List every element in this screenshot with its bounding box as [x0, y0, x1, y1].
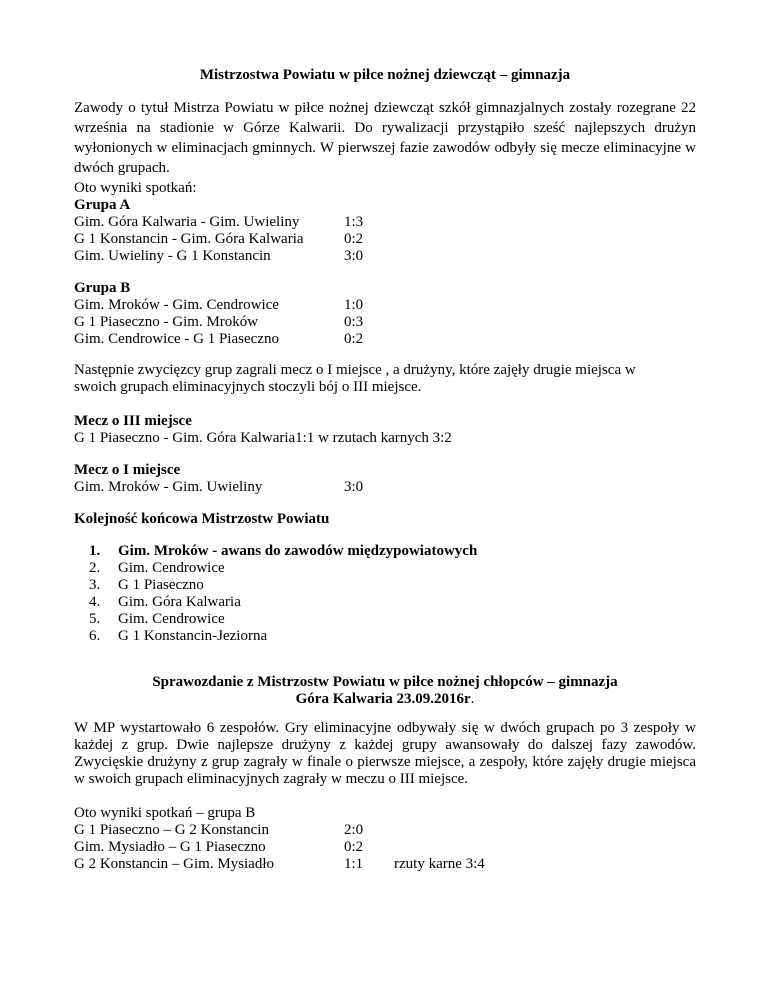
- rank-number: 4.: [89, 594, 101, 610]
- boys-title-line1: Sprawozdanie z Mistrzostw Powiatu w piłce nożnej chłopców – gimnazja: [152, 674, 618, 690]
- match-row: [74, 839, 696, 856]
- rank-text: Gim. Cendrowice: [118, 611, 225, 627]
- match-teams: Gim. Mroków - Gim. Cendrowice: [74, 297, 279, 313]
- match-score: 0:2: [344, 839, 364, 855]
- rank-number: 6.: [89, 628, 101, 644]
- match-row: [74, 331, 696, 348]
- match-score: 0:2: [344, 231, 364, 247]
- rank-number: 3.: [89, 577, 101, 593]
- boys-intro: W MP wystartowało 6 zespołów. Gry eliminacyjne odbywały się w dwóch grupach po 3 zespoły w każdej z grup. Dwie najlepsze drużyny z każdej grupy awansowały do dalszej fazy zawodów. Zwycięskie drużyny z grup zagrały w finale o pierwsze miejsce, a zespoły, które zajęły drugie miejsca w swoich grupach eliminacyjnych zagrały w meczu o III miejsce.: [74, 720, 696, 787]
- match-note: rzuty karne 3:4: [394, 856, 485, 872]
- first-place-row: [74, 479, 696, 496]
- rank-text: Gim. Góra Kalwaria: [118, 594, 241, 610]
- match-teams: G 1 Konstancin - Gim. Góra Kalwaria: [74, 231, 304, 247]
- match-score: 1:0: [344, 297, 364, 313]
- boys-title-text: Góra Kalwaria 23.09.2016r: [295, 691, 471, 707]
- boys-title-line2: [74, 691, 696, 708]
- group-b-label: Grupa B: [74, 280, 131, 296]
- list-item: [74, 628, 696, 645]
- list-item: [74, 543, 696, 560]
- rank-number: 5.: [89, 611, 101, 627]
- list-item: [74, 560, 696, 577]
- third-place-match: G 1 Piaseczno - Gim. Góra Kalwaria1:1 w rzutach karnych 3:2: [74, 430, 452, 446]
- match-score: 0:2: [344, 331, 364, 347]
- girls-title: Mistrzostwa Powiatu w piłce nożnej dziewcząt – gimnazja: [199, 67, 571, 83]
- rank-text: Gim. Mroków - awans do zawodów międzypowiatowych: [118, 543, 478, 559]
- list-item: [74, 611, 696, 628]
- rank-text: G 1 Konstancin-Jeziorna: [118, 628, 268, 644]
- match-score: 3:0: [344, 479, 364, 495]
- match-row: [74, 231, 696, 248]
- girls-intro: Zawody o tytuł Mistrza Powiatu w piłce nożnej dziewcząt szkół gimnazjalnych zostały rozegrane 22 września na stadionie w Górze Kalwarii. Do rywalizacji przystąpiło sześć najlepszych drużyn wyłonionych w eliminacjach gminnych. W pierwszej fazie zawodów odbyły się mecze eliminacyjne w dwóch grupach.: [74, 100, 696, 176]
- match-row: [74, 214, 696, 231]
- final-order-label: Kolejność końcowa Mistrzostw Powiatu: [74, 511, 330, 527]
- match-row: [74, 248, 696, 265]
- match-teams: Gim. Mysiadło – G 1 Piaseczno: [74, 839, 266, 855]
- list-item: [74, 577, 696, 594]
- match-score: 2:0: [344, 822, 364, 838]
- match-row: [74, 314, 696, 331]
- match-teams: G 1 Piaseczno - Gim. Mroków: [74, 314, 259, 330]
- match-teams: Gim. Góra Kalwaria - Gim. Uwieliny: [74, 214, 300, 230]
- match-row: [74, 822, 696, 839]
- match-teams: G 2 Konstancin – Gim. Mysiadło: [74, 856, 274, 872]
- match-teams: G 1 Piaseczno – G 2 Konstancin: [74, 822, 269, 838]
- rank-number: 1.: [89, 543, 101, 559]
- group-a-label: Grupa A: [74, 197, 131, 213]
- match-teams: Gim. Cendrowice - G 1 Piaseczno: [74, 331, 279, 347]
- match-score: 3:0: [344, 248, 364, 264]
- girls-next-text: Następnie zwycięzcy grup zagrali mecz o I miejsce , a drużyny, które zajęły drugie miejsca w swoich grupach eliminacyjnych stoczyli bój o III miejsce.: [74, 362, 636, 395]
- match-teams: Gim. Uwieliny - G 1 Konstancin: [74, 248, 271, 264]
- match-teams: Gim. Mroków - Gim. Uwieliny: [74, 479, 263, 495]
- boys-results-intro: Oto wyniki spotkań – grupa B: [74, 805, 256, 821]
- rank-text: G 1 Piaseczno: [118, 577, 204, 593]
- third-place-label: Mecz o III miejsce: [74, 413, 192, 429]
- rank-text: Gim. Cendrowice: [118, 560, 225, 576]
- match-score: 1:1: [344, 856, 364, 872]
- first-place-label: Mecz o I miejsce: [74, 462, 181, 478]
- match-row: [74, 297, 696, 314]
- boys-title-period: .: [470, 691, 475, 707]
- list-item: [74, 594, 696, 611]
- match-row: [74, 856, 696, 873]
- girls-results-intro: Oto wyniki spotkań:: [74, 180, 197, 196]
- rank-number: 2.: [89, 560, 101, 576]
- match-score: 0:3: [344, 314, 364, 330]
- match-score: 1:3: [344, 214, 364, 230]
